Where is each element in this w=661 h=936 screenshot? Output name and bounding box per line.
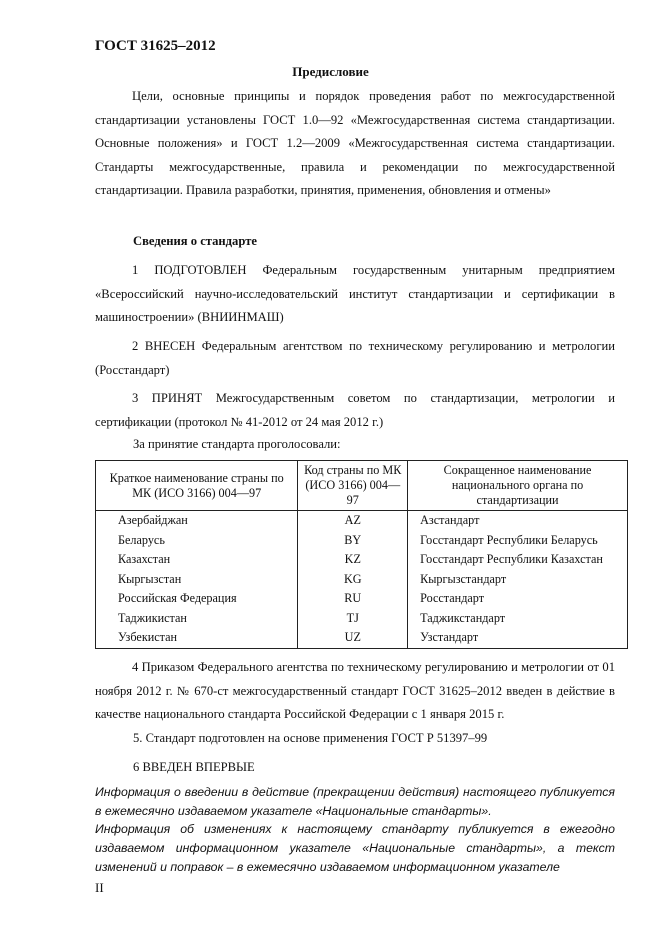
standards-body: Госстандарт Республики Казахстан [408,550,628,570]
info-item-4 [95,656,615,727]
info-item-1 [95,259,615,330]
country-code: UZ [298,628,408,648]
country-name: Таджикистан [96,609,298,629]
country-code: AZ [298,511,408,531]
header-country-name: Краткое наименование страны по МК (ИСО 3166) 004—97 [96,461,298,511]
foreword-title: Предисловие [292,64,369,79]
table-row [96,609,628,629]
country-name: Азербайджан [96,511,298,531]
voting-table [95,460,628,649]
country-name: Беларусь [96,531,298,551]
notice-text-1: Информация о введении в действие (прекращении действия) настоящего публикуется в ежемесячно издаваемом указателе «Национальные стандарты». [95,785,615,818]
country-name: Казахстан [96,550,298,570]
table-row [96,628,628,648]
table-row [96,531,628,551]
info-item-6: 6 ВВЕДЕН ВПЕРВЫЕ [133,760,255,774]
foreword-text: Цели, основные принципы и порядок проведения работ по межгосударственной стандартизации установлены ГОСТ 1.0—92 «Межгосударственная система стандартизации. Основные положения» и ГОСТ 1.2—2009 «Межгосударственная система стандартизации. Стандарты межгосударственные, правила и рекомендации по межгосударственной стандартизации. Правила разработки, принятия, применения, обновления и отмены» [95,89,615,197]
table-row [96,511,628,531]
country-code: TJ [298,609,408,629]
notice-paragraph-2 [95,820,615,877]
document-code: ГОСТ 31625–2012 [95,38,216,54]
info-item-1-text: 1 ПОДГОТОВЛЕН Федеральным государственным унитарным предприятием «Всероссийский научно-исследовательский институт стандартизации и сертификации в машиностроении» (ВНИИНМАШ) [95,263,615,324]
info-item-3-text: 3 ПРИНЯТ Межгосударственным советом по стандартизации, метрологии и сертификации (протокол № 41-2012 от 24 мая 2012 г.) [95,391,615,429]
info-item-2-text: 2 ВНЕСЕН Федеральным агентством по техническому регулированию и метрологии (Росстандарт) [95,339,615,377]
standard-info-heading: Сведения о стандарте [133,234,257,248]
info-item-4-text: 4 Приказом Федерального агентства по техническому регулированию и метрологии от 01 ноября 2012 г. № 670-ст межгосударственный стандарт ГОСТ 31625–2012 введен в действие в качестве национального стандарта Российской Федерации с 1 января 2015 г. [95,660,615,721]
table-row [96,550,628,570]
info-item-3 [95,387,615,434]
country-name: Кыргызстан [96,570,298,590]
notice-text-2: Информация об изменениях к настоящему стандарту публикуется в ежегодно издаваемом информационном указателе «Национальные стандарты», а текст изменений и поправок – в ежемесячно издаваемом информационном указателе [95,822,615,874]
page-number: II [95,880,104,895]
standards-body: Азстандарт [408,511,628,531]
table-row [96,570,628,590]
vote-intro: За принятие стандарта проголосовали: [133,437,341,451]
country-name: Узбекистан [96,628,298,648]
foreword-paragraph [95,85,615,203]
standards-body: Узстандарт [408,628,628,648]
table-row [96,589,628,609]
info-item-2 [95,335,615,382]
country-code: RU [298,589,408,609]
country-code: BY [298,531,408,551]
standards-body: Росстандарт [408,589,628,609]
country-name: Российская Федерация [96,589,298,609]
notice-paragraph-1 [95,783,615,821]
info-item-5: 5. Стандарт подготовлен на основе применения ГОСТ Р 51397–99 [133,731,488,745]
country-code: KZ [298,550,408,570]
standards-body: Кыргызстандарт [408,570,628,590]
header-standards-body: Сокращенное наименование национального органа по стандартизации [408,461,628,511]
table-header-row [96,461,628,511]
country-code: KG [298,570,408,590]
standards-body: Таджикстандарт [408,609,628,629]
header-country-code: Код страны по МК (ИСО 3166) 004—97 [298,461,408,511]
standards-body: Госстандарт Республики Беларусь [408,531,628,551]
